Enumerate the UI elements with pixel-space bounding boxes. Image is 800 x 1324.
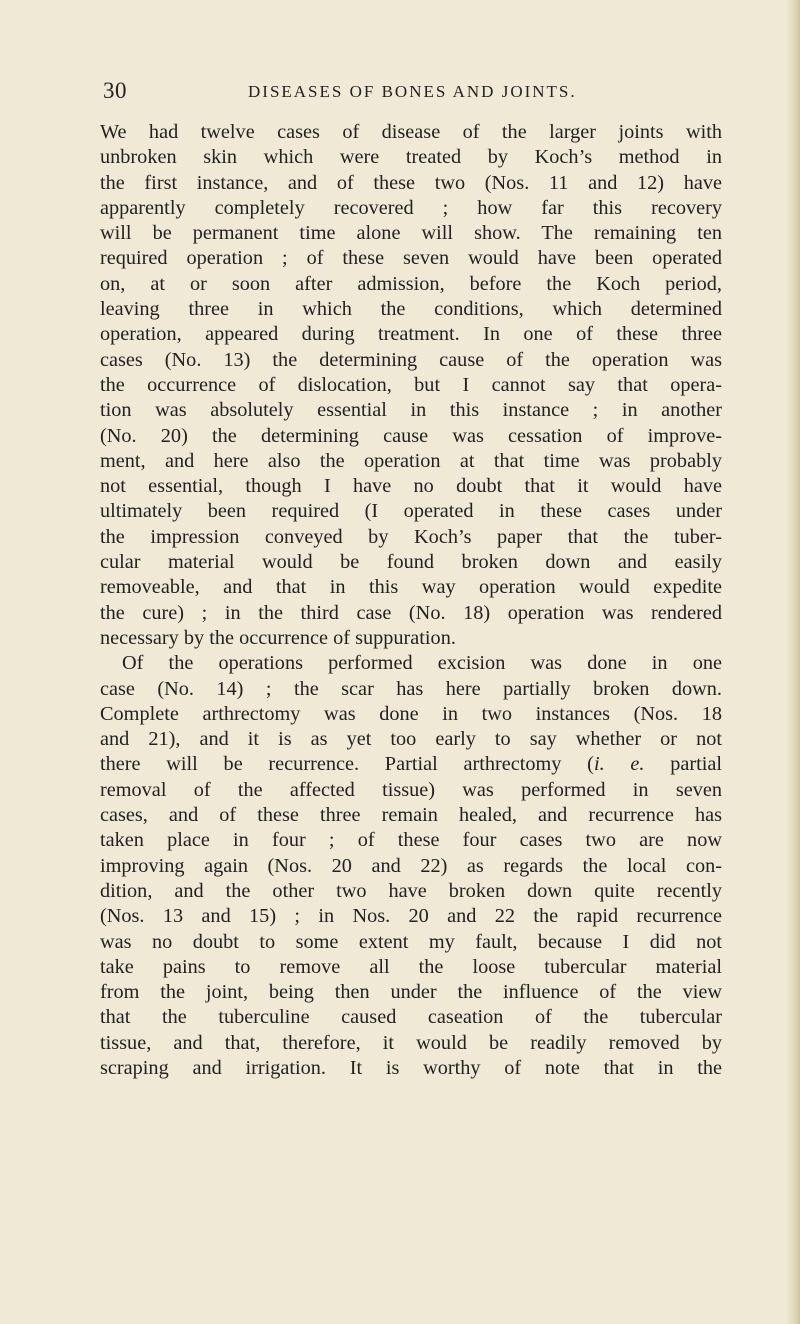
text-line: operation, appeared during treatment. In one of these three — [100, 323, 722, 346]
text-line: on, at or soon after admission, before the Koch period, — [100, 272, 722, 295]
text-line: ultimately been required (I operated in these cases under — [100, 500, 722, 523]
text-line: and 21), and it is as yet too early to say whether or not — [100, 728, 722, 751]
text-line: the cure) ; in the third case (No. 18) operation was rendered — [100, 601, 722, 624]
text-line-part: partial — [644, 753, 722, 776]
text-line: the first instance, and of these two (Nos. 11 and 12) have — [100, 171, 722, 194]
text-line: leaving three in which the conditions, which determined — [100, 298, 722, 321]
text-line: cular material would be found broken down and easily — [100, 551, 722, 574]
text-line: apparently completely recovered ; how far this recovery — [100, 196, 722, 219]
text-line: improving again (Nos. 20 and 22) as regards the local con- — [100, 854, 722, 877]
text-line: (Nos. 13 and 15) ; in Nos. 20 and 22 the rapid recurrence — [100, 905, 722, 928]
text-line: We had twelve cases of disease of the larger joints with — [100, 121, 722, 143]
text-line: Complete arthrectomy was done in two instances (Nos. 18 — [100, 702, 722, 725]
text-line-part: there will be recurrence. Partial arthrectomy ( — [100, 753, 594, 776]
text-line: will be permanent time alone will show. The remaining ten — [100, 222, 722, 245]
text-line: take pains to remove all the loose tubercular material — [100, 955, 722, 978]
text-line: scraping and irrigation. It is worthy of note that in the — [100, 1056, 722, 1079]
text-line: Of the operations performed excision was done in one — [122, 652, 722, 675]
italic-abbreviation: i. e. — [593, 753, 645, 776]
text-line: case (No. 14) ; the scar has here partially broken down. — [100, 677, 722, 700]
page-number: 30 — [103, 78, 127, 103]
text-line: unbroken skin which were treated by Koch’s method in — [100, 146, 722, 169]
text-line: was no doubt to some extent my fault, because I did not — [100, 930, 722, 953]
text-line: tissue, and that, therefore, it would be readily removed by — [100, 1031, 722, 1054]
running-head: DISEASES OF BONES AND JOINTS. — [248, 82, 577, 101]
text-line: cases (No. 13) the determining cause of the operation was — [100, 348, 722, 371]
text-line: ment, and here also the operation at that time was probably — [100, 449, 722, 472]
text-line: removal of the affected tissue) was performed in seven — [100, 778, 722, 801]
text-line: necessary by the occurrence of suppuration. — [100, 626, 456, 649]
text-line: dition, and the other two have broken down quite recently — [100, 879, 722, 902]
text-line: removeable, and that in this way operation would expedite — [100, 576, 722, 599]
text-line: from the joint, being then under the influence of the view — [100, 981, 722, 1004]
text-line: tion was absolutely essential in this instance ; in another — [100, 399, 722, 422]
text-line: (No. 20) the determining cause was cessation of improve- — [100, 424, 722, 447]
text-line: required operation ; of these seven would have been operated — [100, 247, 722, 270]
text-line: the occurrence of dislocation, but I cannot say that opera- — [100, 373, 722, 396]
page-edge — [786, 0, 800, 1324]
body-text — [100, 120, 722, 1081]
text-line: the impression conveyed by Koch’s paper that the tuber- — [100, 525, 722, 548]
page-header — [103, 78, 723, 108]
text-line: not essential, though I have no doubt that it would have — [100, 475, 722, 498]
text-line-mixed — [100, 752, 722, 777]
text-line: that the tuberculine caused caseation of the tubercular — [100, 1006, 722, 1029]
text-line: cases, and of these three remain healed, and recurrence has — [100, 804, 722, 827]
text-line: taken place in four ; of these four cases two are now — [100, 829, 722, 852]
